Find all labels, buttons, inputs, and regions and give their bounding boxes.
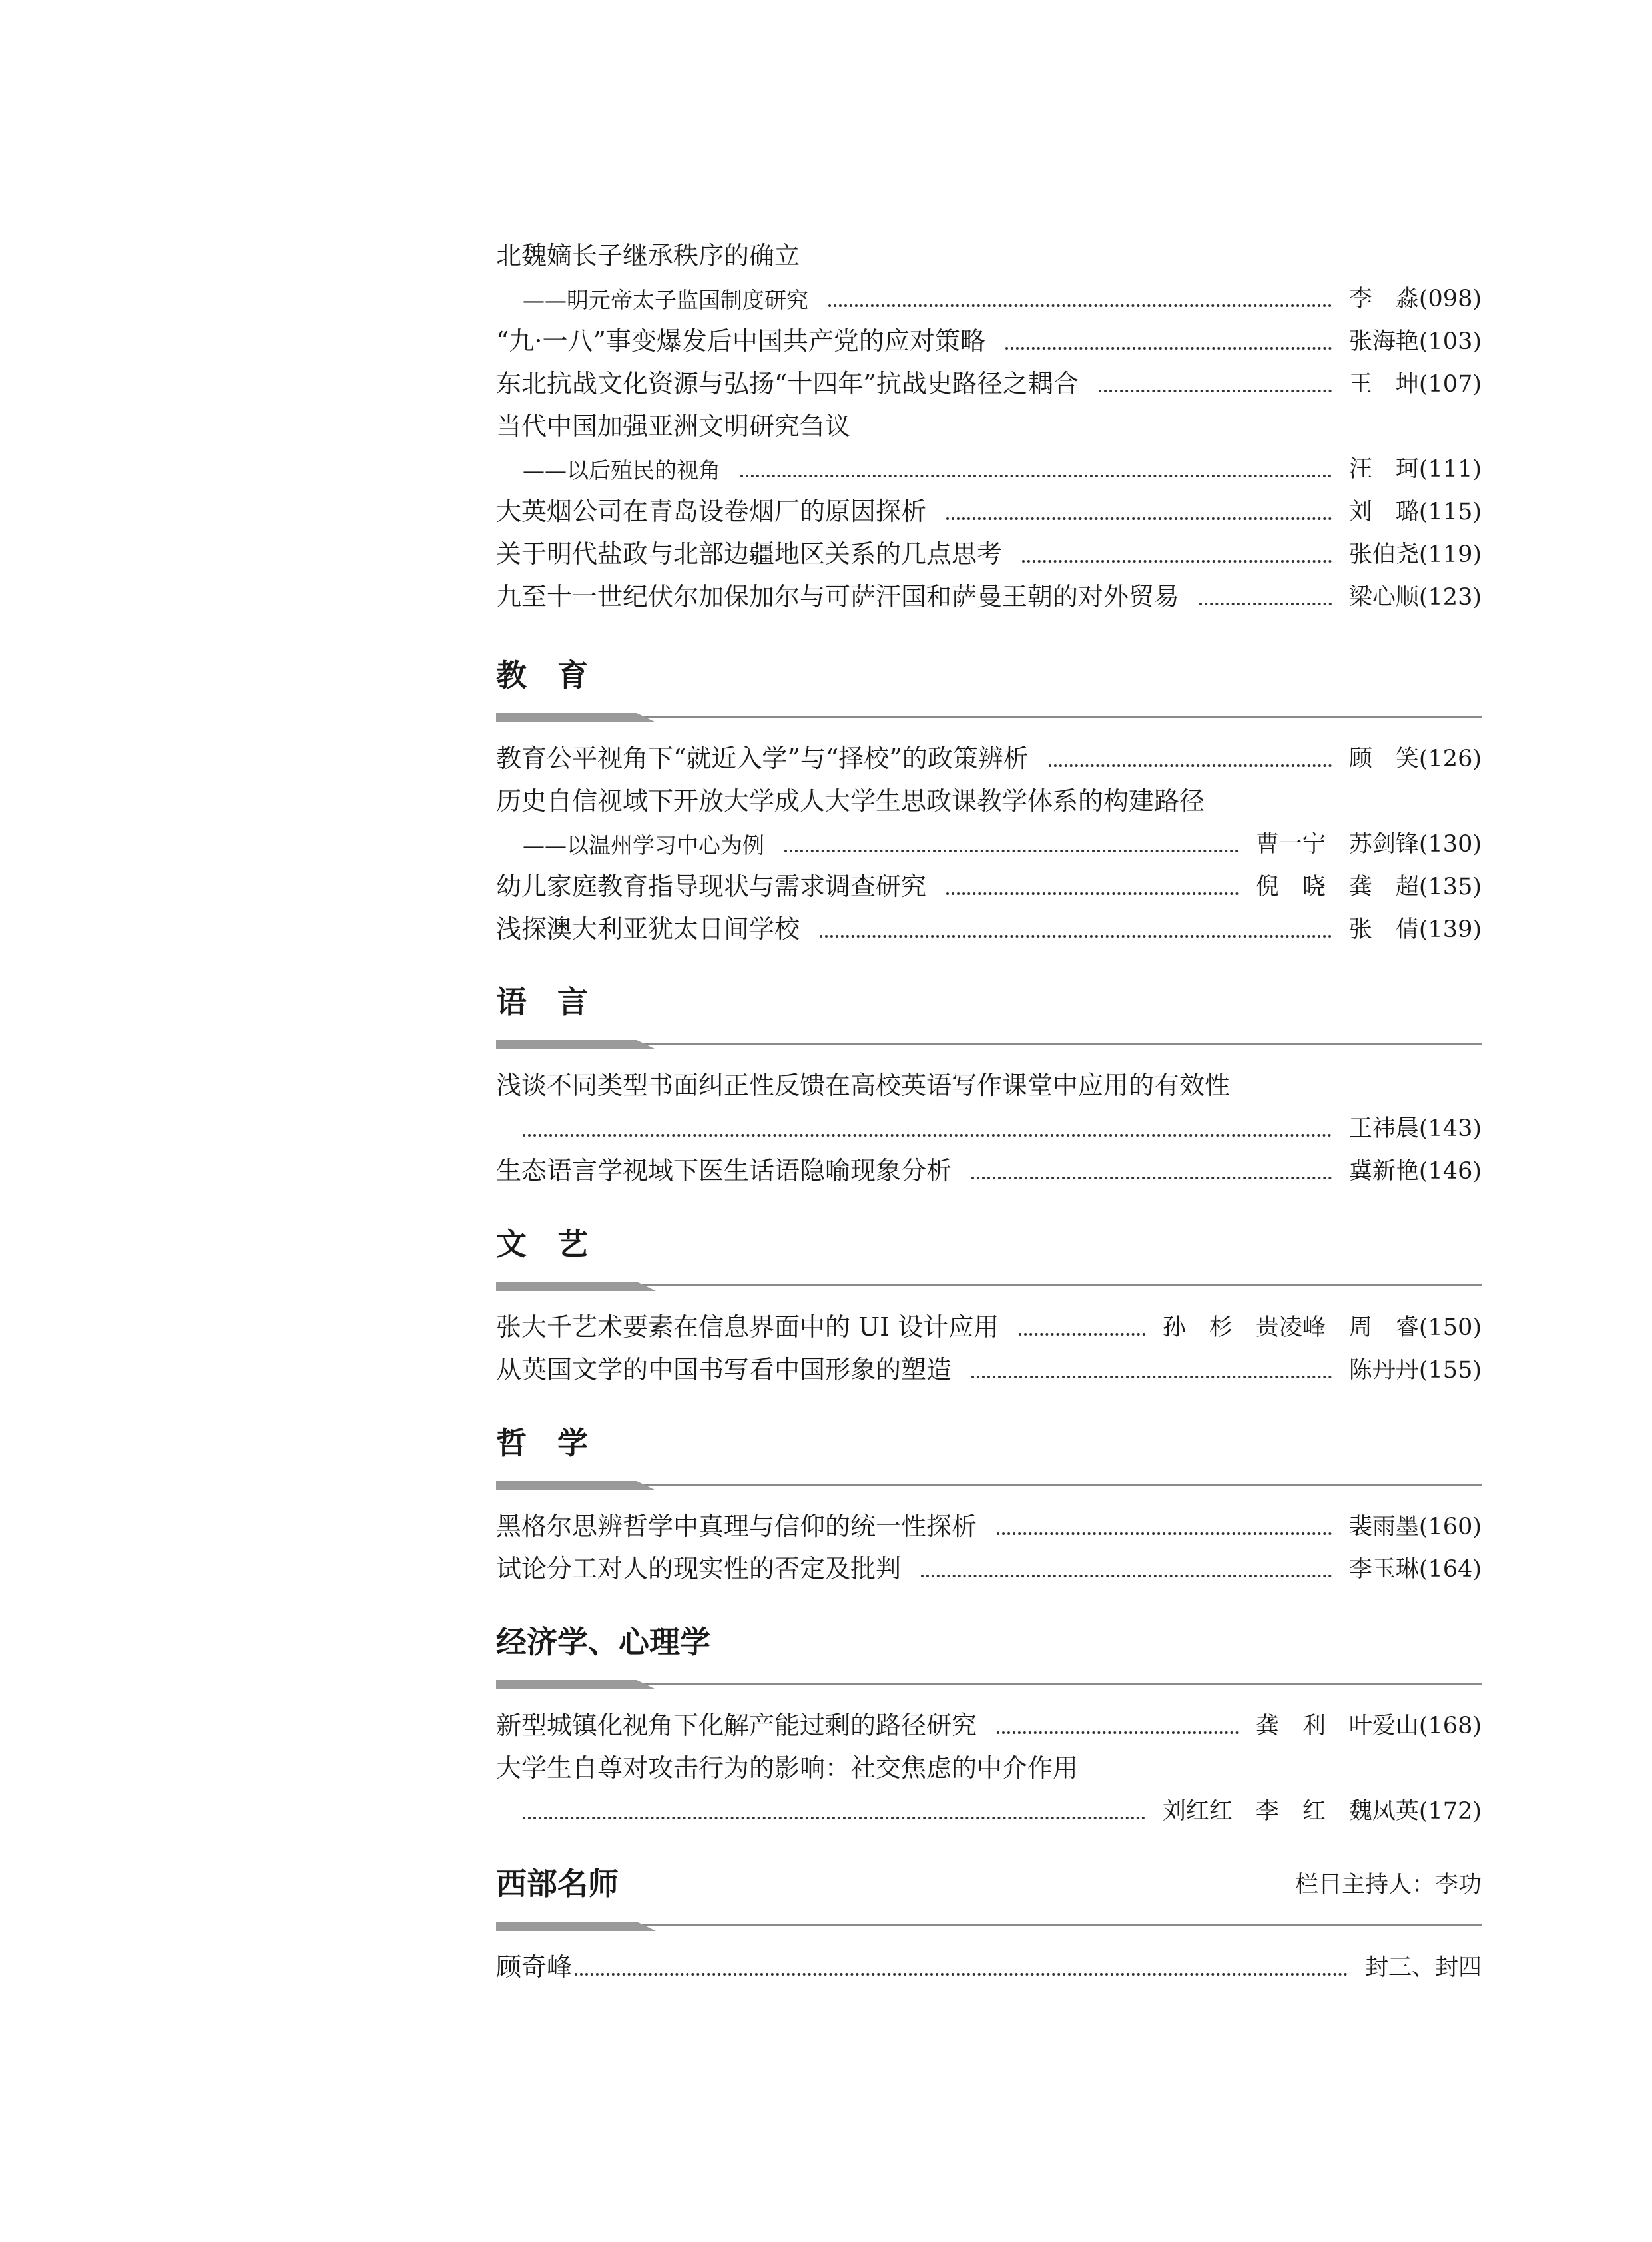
author-names: 梁心顺	[1348, 584, 1419, 611]
author-page	[1349, 330, 1482, 354]
author-page	[1349, 1160, 1482, 1183]
author-page	[1256, 876, 1482, 899]
dot-leader	[921, 1575, 1332, 1577]
toc-section	[496, 230, 1482, 619]
author-page	[1349, 373, 1482, 396]
author-page	[1256, 833, 1482, 856]
article-title: 东北抗战文化资源与弘扬“十四年”抗战史路径之耦合	[496, 369, 1079, 398]
dot-leader	[523, 1817, 1145, 1819]
dot-leader	[971, 1177, 1332, 1179]
section-header	[496, 984, 1482, 1050]
author-names: 李玉琳	[1348, 1556, 1419, 1583]
author-page	[1349, 1117, 1482, 1141]
article-title: 张大千艺术要素在信息界面中的 UI 设计应用	[496, 1312, 999, 1342]
toc-entry[interactable]	[496, 903, 1482, 946]
section-divider	[496, 1043, 1482, 1045]
author-names: 封三、封四	[1364, 1954, 1482, 1981]
author-names: 王祎晨	[1348, 1115, 1419, 1142]
article-title: 幼儿家庭教育指导现状与需求调查研究	[496, 872, 927, 901]
page-number: (126)	[1418, 746, 1482, 772]
author-page	[1163, 1316, 1482, 1340]
page-number: (135)	[1418, 874, 1482, 900]
section-header	[496, 1624, 1482, 1690]
toc-entry-continuation[interactable]	[496, 1102, 1482, 1145]
page-number: (103)	[1418, 328, 1482, 355]
section-divider	[496, 716, 1482, 718]
author-names: 刘红红 李 红 魏凤英	[1162, 1798, 1419, 1824]
toc-entry-continuation[interactable]	[496, 443, 1482, 485]
author-names: 刘 璐	[1348, 499, 1419, 525]
toc-entry[interactable]	[496, 1500, 1482, 1543]
article-title: 从英国文学的中国书写看中国形象的塑造	[496, 1355, 952, 1384]
page-number: (150)	[1418, 1314, 1482, 1341]
toc-section	[496, 984, 1482, 1187]
article-title: 浅谈不同类型书面纠正性反馈在高校英语写作课堂中应用的有效性	[496, 1071, 1231, 1100]
author-names: 王 坤	[1348, 371, 1419, 398]
page-number: (098)	[1418, 286, 1482, 312]
toc-entry-continuation[interactable]	[496, 1785, 1482, 1827]
toc-entry[interactable]	[496, 1543, 1482, 1585]
author-page	[1163, 1800, 1482, 1823]
dot-leader	[971, 1376, 1332, 1378]
page-number: (115)	[1418, 499, 1482, 525]
author-page	[1349, 501, 1482, 524]
page-number: (111)	[1418, 456, 1482, 483]
section-divider	[496, 1683, 1482, 1685]
author-page	[1349, 748, 1482, 771]
dot-leader	[784, 850, 1239, 852]
section-heading: 文 艺	[496, 1226, 588, 1262]
article-subtitle: ——以温州学习中心为例	[523, 832, 764, 858]
toc-section	[496, 657, 1482, 946]
page-number: (123)	[1418, 584, 1482, 611]
author-names: 孙 杉 贵凌峰 周 睿	[1162, 1314, 1419, 1341]
toc-entry[interactable]	[496, 775, 1482, 818]
section-heading: 哲 学	[496, 1425, 588, 1461]
dot-leader	[740, 475, 1332, 477]
table-of-contents	[496, 230, 1482, 1984]
toc-section	[496, 1425, 1482, 1585]
dot-leader	[1049, 764, 1332, 767]
toc-entry-continuation[interactable]	[496, 818, 1482, 860]
article-title: 当代中国加强亚洲文明研究刍议	[496, 412, 851, 441]
dot-leader	[523, 1134, 1332, 1137]
section-header	[496, 657, 1482, 723]
toc-section	[496, 1868, 1482, 1984]
author-names: 陈丹丹	[1348, 1357, 1419, 1384]
dot-leader	[1022, 560, 1332, 563]
section-divider	[496, 1484, 1482, 1486]
author-page	[1349, 1516, 1482, 1539]
author-page	[1365, 1956, 1482, 1980]
article-title: 大英烟公司在青岛设卷烟厂的原因探析	[496, 497, 927, 526]
page-number: (143)	[1418, 1115, 1482, 1142]
author-names: 张 倩	[1348, 916, 1419, 943]
section-divider	[496, 1284, 1482, 1286]
author-names: 冀新艳	[1348, 1158, 1419, 1185]
toc-entry-continuation[interactable]	[496, 272, 1482, 315]
toc-entry[interactable]	[496, 528, 1482, 571]
toc-entry[interactable]	[496, 1301, 1482, 1344]
page-number: (164)	[1418, 1556, 1482, 1583]
section-heading: 西部名师	[496, 1866, 619, 1902]
page-number: (168)	[1418, 1713, 1482, 1739]
author-page	[1349, 458, 1482, 481]
author-names: 张伯尧	[1348, 541, 1419, 568]
author-page	[1349, 288, 1482, 311]
author-names: 顾 笑	[1348, 746, 1419, 772]
dot-leader	[820, 935, 1332, 938]
dot-leader	[997, 1731, 1239, 1734]
toc-section	[496, 1624, 1482, 1827]
page-number: (160)	[1418, 1514, 1482, 1540]
page-number: (146)	[1418, 1158, 1482, 1185]
section-header	[496, 1868, 1482, 1932]
toc-entry[interactable]	[496, 732, 1482, 775]
author-page	[1349, 918, 1482, 942]
dot-leader	[1199, 603, 1332, 605]
toc-entry[interactable]	[496, 1344, 1482, 1386]
article-title: 试论分工对人的现实性的否定及批判	[496, 1554, 902, 1583]
dot-leader	[946, 892, 1239, 895]
author-names: 汪 珂	[1348, 456, 1419, 483]
toc-entry[interactable]	[496, 1145, 1482, 1187]
page-number: (119)	[1418, 541, 1482, 568]
article-title: 黑格尔思辨哲学中真理与信仰的统一性探析	[496, 1512, 977, 1541]
toc-entry[interactable]	[496, 358, 1482, 400]
dot-leader	[1005, 347, 1332, 350]
author-names: 裴雨墨	[1348, 1514, 1419, 1540]
author-page	[1349, 543, 1482, 567]
toc-entry[interactable]	[496, 315, 1482, 358]
page-number: (172)	[1418, 1798, 1482, 1824]
author-page	[1349, 586, 1482, 609]
toc-entry[interactable]	[496, 1059, 1482, 1102]
article-subtitle: ——以后殖民的视角	[523, 457, 720, 483]
article-title: 教育公平视角下“就近入学”与“择校”的政策辨析	[496, 744, 1029, 773]
toc-entry[interactable]	[496, 230, 1482, 272]
article-title: 大学生自尊对攻击行为的影响：社交焦虑的中介作用	[496, 1753, 1079, 1783]
dot-leader	[575, 1973, 1348, 1976]
toc-entry[interactable]	[496, 485, 1482, 528]
article-title: 新型城镇化视角下化解产能过剩的路径研究	[496, 1711, 977, 1740]
section-header	[496, 1425, 1482, 1491]
section-heading: 经济学、心理学	[496, 1624, 710, 1660]
dot-leader	[1099, 390, 1332, 392]
article-title: 浅探澳大利亚犹太日间学校	[496, 914, 800, 944]
article-title: 历史自信视域下开放大学成人大学生思政课教学体系的构建路径	[496, 786, 1205, 816]
article-title: 生态语言学视域下医生话语隐喻现象分析	[496, 1156, 952, 1185]
toc-entry[interactable]	[496, 400, 1482, 443]
toc-entry[interactable]	[496, 1742, 1482, 1785]
author-page	[1349, 1359, 1482, 1382]
toc-entry[interactable]	[496, 1699, 1482, 1742]
toc-entry[interactable]	[496, 1941, 1482, 1984]
page-number: (155)	[1418, 1357, 1482, 1384]
article-title: 顾奇峰	[496, 1952, 573, 1982]
dot-leader	[997, 1532, 1332, 1535]
page-number: (139)	[1418, 916, 1482, 943]
dot-leader	[946, 517, 1332, 520]
column-host: 栏目主持人：李功	[1294, 1872, 1482, 1898]
section-header	[496, 1226, 1482, 1292]
author-names: 李 淼	[1348, 286, 1419, 312]
toc-entry[interactable]	[496, 860, 1482, 903]
author-names: 曹一宁 苏剑锋	[1255, 831, 1419, 858]
section-divider	[496, 1924, 1482, 1926]
dot-leader	[1019, 1333, 1145, 1336]
article-title: 北魏嫡长子继承秩序的确立	[496, 241, 800, 270]
article-title: 九至十一世纪伏尔加保加尔与可萨汗国和萨曼王朝的对外贸易	[496, 582, 1180, 611]
page-number: (107)	[1418, 371, 1482, 398]
toc-section	[496, 1226, 1482, 1386]
author-page	[1256, 1715, 1482, 1738]
page-number: (130)	[1418, 831, 1482, 858]
section-heading: 教 育	[496, 657, 588, 693]
author-names: 倪 晓 龚 超	[1255, 874, 1419, 900]
author-page	[1349, 1558, 1482, 1581]
article-title: 关于明代盐政与北部边疆地区关系的几点思考	[496, 539, 1003, 569]
author-names: 龚 利 叶爱山	[1255, 1713, 1419, 1739]
article-subtitle: ——明元帝太子监国制度研究	[523, 287, 808, 313]
toc-entry[interactable]	[496, 571, 1482, 613]
dot-leader	[828, 304, 1332, 307]
section-heading: 语 言	[496, 984, 588, 1020]
article-title: “九·一八”事变爆发后中国共产党的应对策略	[496, 326, 985, 356]
author-names: 张海艳	[1348, 328, 1419, 355]
